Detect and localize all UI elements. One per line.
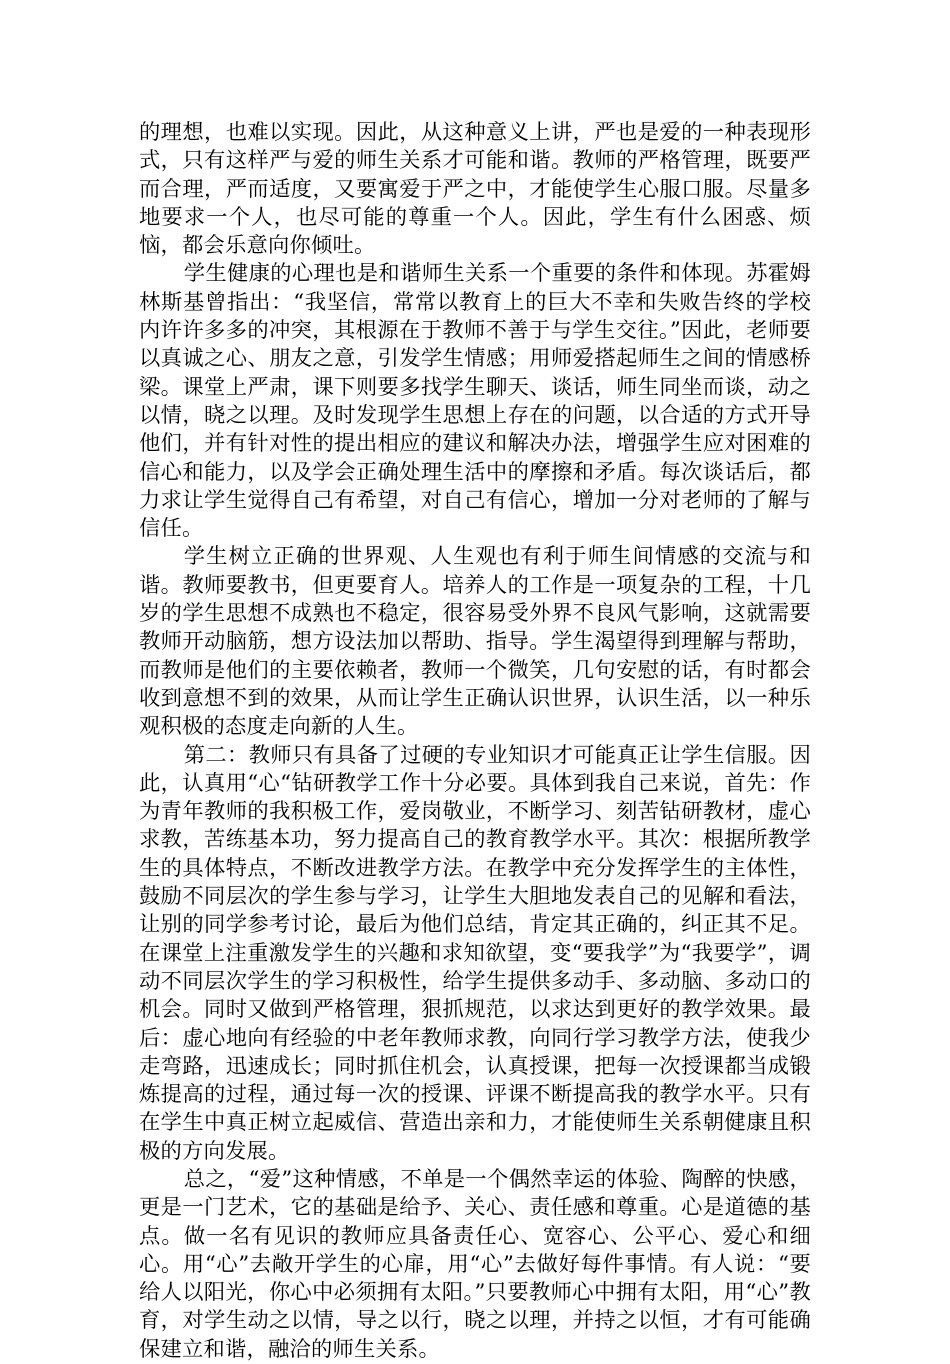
paragraph-worldview: 学生树立正确的世界观、人生观也有利于师生间情感的交流与和谐。教师要教书，但更要育人。培养人的工作是一项复杂的工程，十几岁的学生思想不成熟也不稳定，很容易受外界不良风气影响，这就需要教师开动脑筋，想方设法加以帮助、指导。学生渴望得到理解与帮助，而教师是他们的主要依赖者，教师一个微笑，几句安慰的话，有时都会收到意想不到的效果，从而让学生正确认识世界，认识生活，以一种乐观积极的态度走向新的人生。 — [139, 544, 811, 740]
paragraph-student-psychology: 学生健康的心理也是和谐师生关系一个重要的条件和体现。苏霍姆林斯基曾指出：“我坚信，常常以教育上的巨大不幸和失败告终的学校内许许多多的冲突，其根源在于教师不善于与学生交往。”因此，老师要以真诚之心、朋友之意，引发学生情感；用师爱搭起师生之间的情感桥梁。课堂上严肃，课下则要多找学生聊天、谈话，师生同坐而谈，动之以情，晓之以理。及时发现学生思想上存在的问题，以合适的方式开导他们，并有针对性的提出相应的建议和解决办法，增强学生应对困难的信心和能力，以及学会正确处理生活中的摩擦和矛盾。每次谈话后，都力求让学生觉得自己有希望，对自己有信心，增加一分对老师的了解与信任。 — [139, 261, 811, 542]
paragraph-second-point: 第二：教师只有具备了过硬的专业知识才可能真正让学生信服。因此，认真用“心“钻研教学工作十分必要。具体到我自己来说，首先：作为青年教师的我积极工作，爱岗敬业，不断学习、刻苦钻研教材，虚心求教，苦练基本功，努力提高自己的教育教学水平。其次：根据所教学生的具体特点，不断改进教学方法。在教学中充分发挥学生的主体性，鼓励不同层次的学生参与学习，让学生大胆地发表自己的见解和看法，让别的同学参考讨论，最后为他们总结，肯定其正确的，纠正其不足。在课堂上注重激发学生的兴趣和求知欲望，变“要我学”为“我要学”，调动不同层次学生的学习积极性，给学生提供多动手、多动脑、多动口的机会。同时又做到严格管理，狠抓规范，以求达到更好的教学效果。最后：虚心地向有经验的中老年教师求教，向同行学习教学方法，使我少走弯路，迅速成长；同时抓住机会，认真授课，把每一次授课都当成锻炼提高的过程，通过每一次的授课、评课不断提高我的教学水平。只有在学生中真正树立起威信、营造出亲和力，才能使师生关系朝健康且积极的方向发展。 — [139, 742, 811, 1164]
document-body — [139, 119, 811, 1364]
paragraph-continuation: 的理想，也难以实现。因此，从这种意义上讲，严也是爱的一种表现形式，只有这样严与爱的师生关系才可能和谐。教师的严格管理，既要严而合理，严而适度，又要寓爱于严之中，才能使学生心服口服。尽量多地要求一个人，也尽可能的尊重一个人。因此，学生有什么困惑、烦恼，都会乐意向你倾吐。 — [139, 120, 811, 259]
paragraph-conclusion: 总之，“爱”这种情感，不单是一个偶然幸运的体验、陶醉的快感，更是一门艺术，它的基础是给予、关心、责任感和尊重。心是道德的基点。做一名有见识的教师应具备责任心、宽容心、公平心、爱心和细心。用“心”去敞开学生的心扉，用“心”去做好每件事情。有人说：“要给人以阳光，你心中必须拥有太阳。”只要教师心中拥有太阳，用“心”教育，对学生动之以情，导之以行，晓之以理，并持之以恒，才有可能确保建立和谐，融洽的师生关系。 — [139, 1166, 811, 1362]
